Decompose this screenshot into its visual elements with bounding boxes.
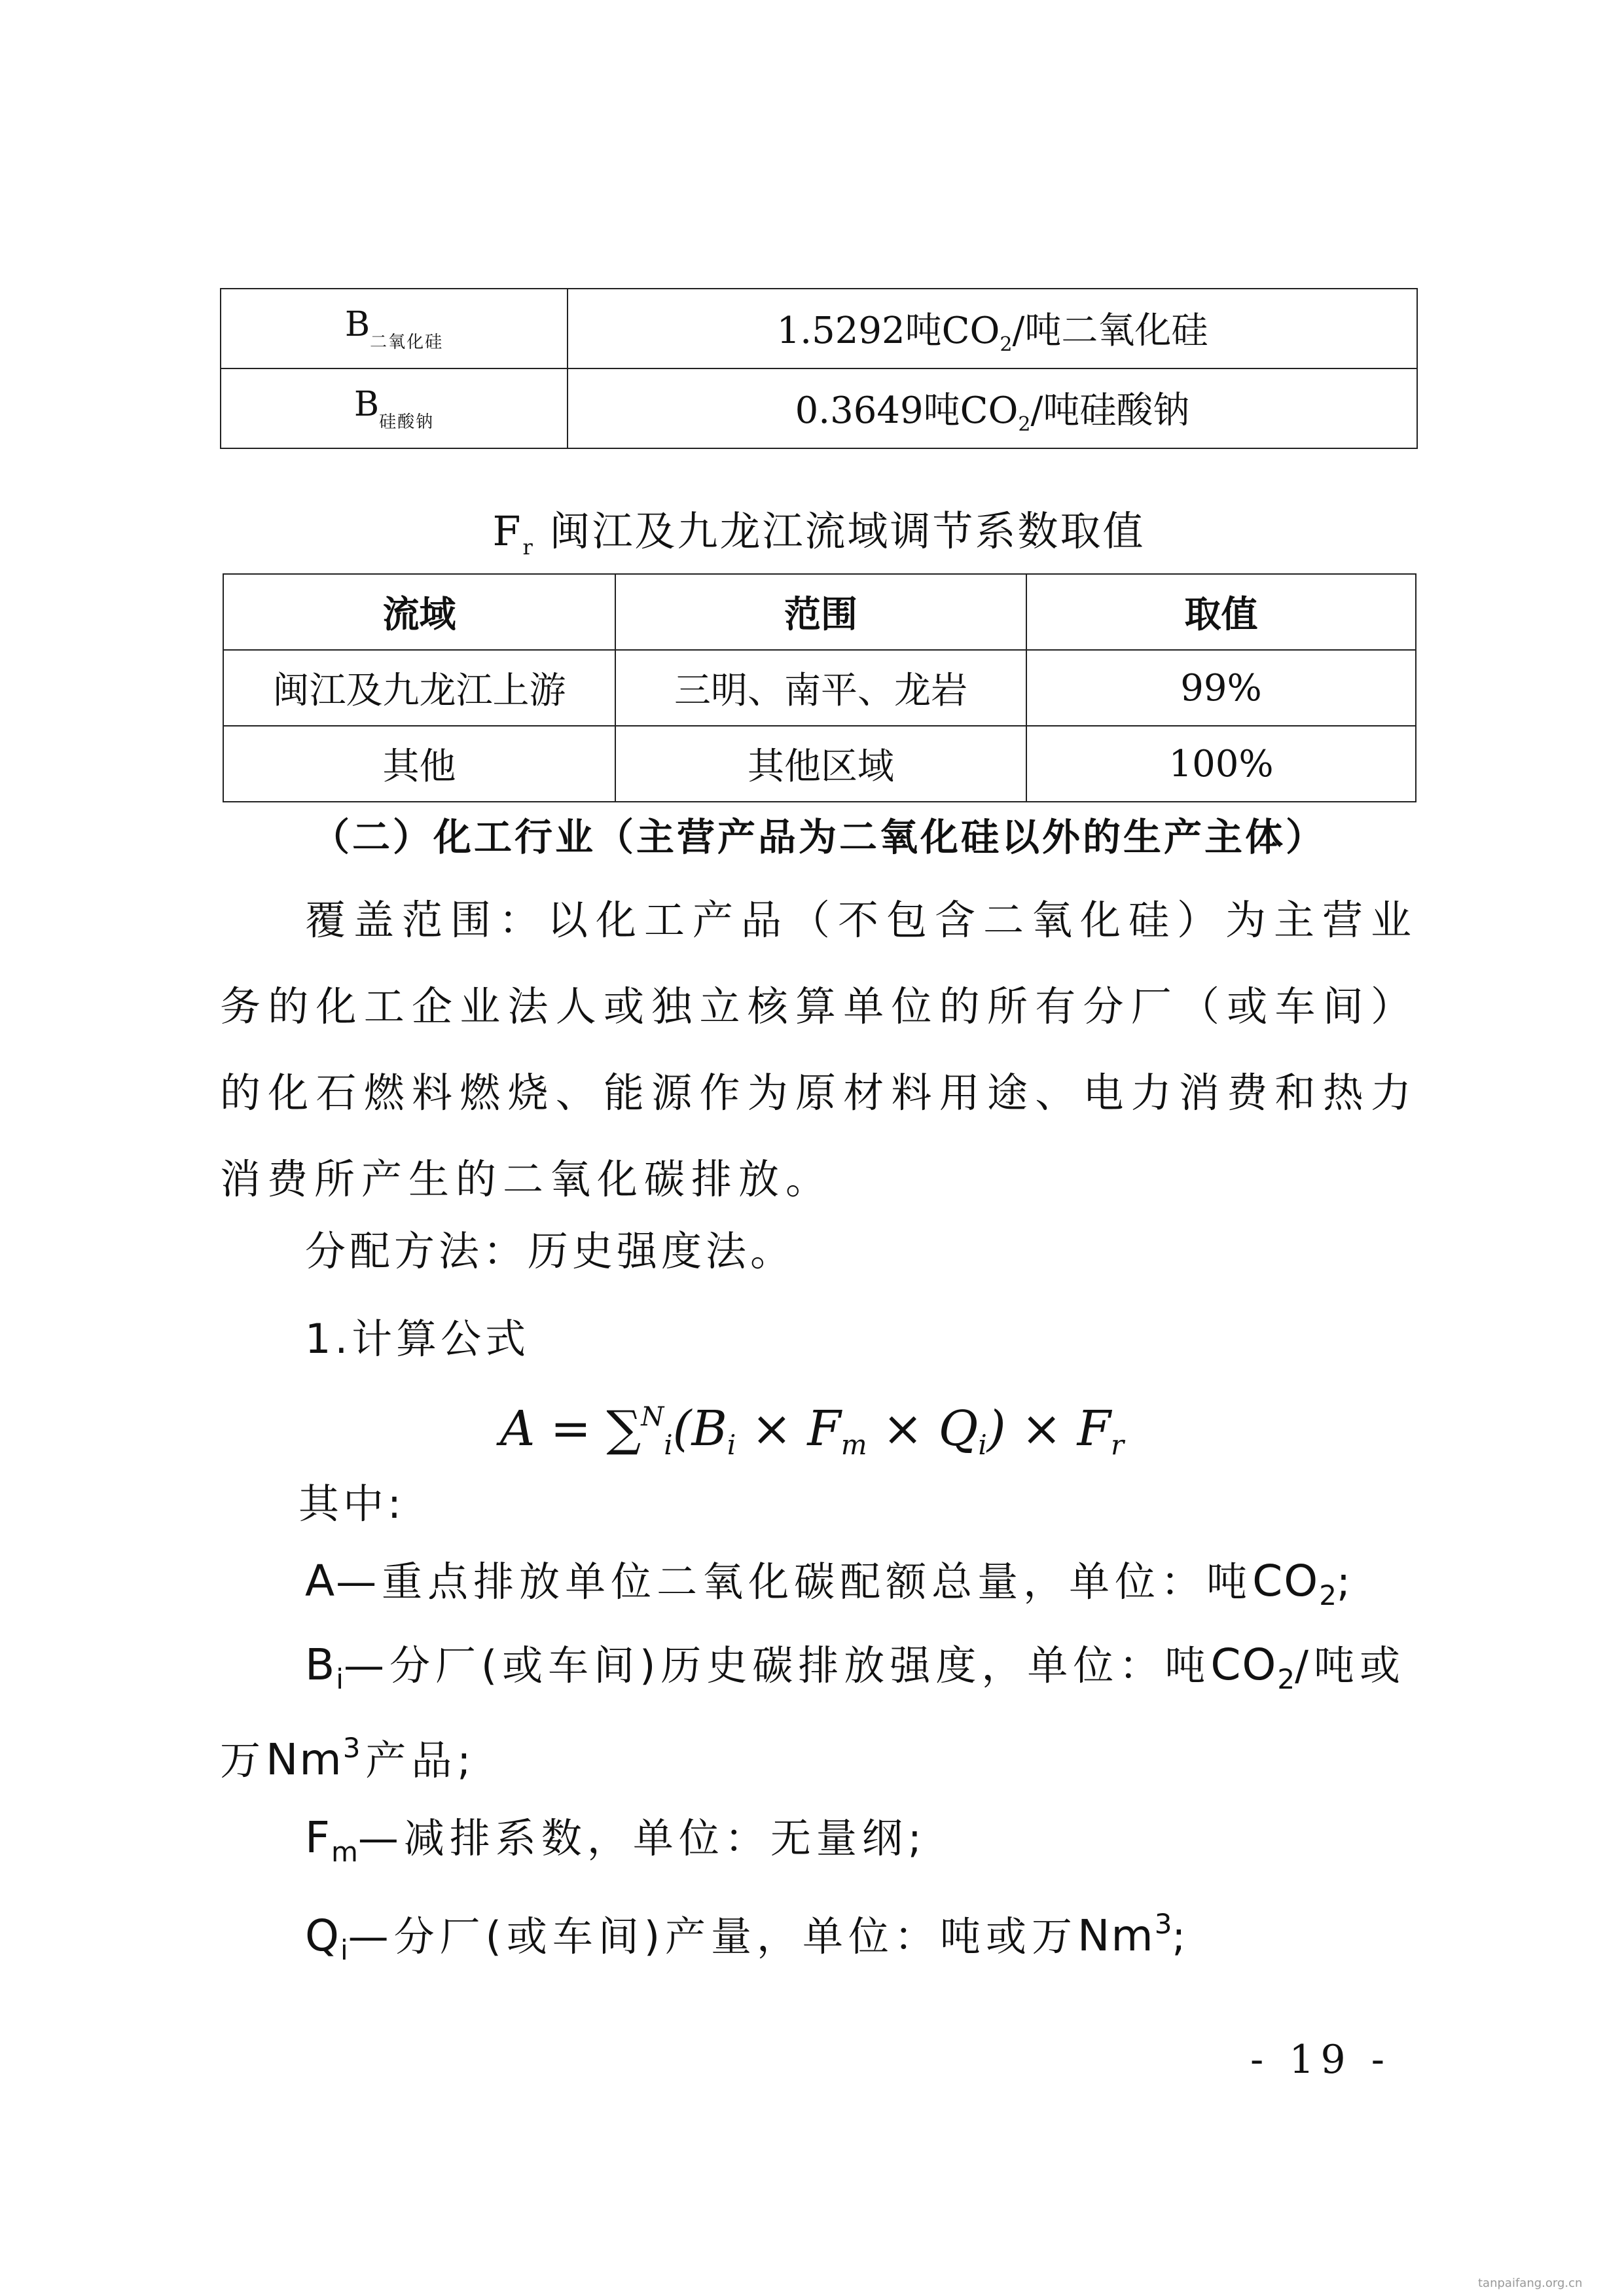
definition-q	[305, 1882, 1418, 1992]
definition-b-continued	[220, 1728, 476, 1786]
table-caption	[220, 499, 1418, 560]
superscript: 3	[1154, 1908, 1172, 1940]
formula-sub: i	[978, 1429, 987, 1461]
unit: Nm	[1077, 1910, 1155, 1961]
formula	[0, 1401, 1624, 1461]
subscript: 2	[1018, 412, 1031, 436]
formula-part: ) × F	[986, 1401, 1111, 1457]
page-number: - 19 -	[1250, 2037, 1392, 2083]
formula-sub: i	[727, 1429, 736, 1461]
value: 1.5292吨CO	[776, 309, 1000, 352]
formula-sub: i	[664, 1429, 673, 1461]
subscript: i	[340, 1934, 348, 1966]
subscript: 2	[1277, 1663, 1295, 1695]
table-header-row	[223, 574, 1416, 650]
subscript: 2	[1319, 1579, 1337, 1611]
value: 0.3649吨CO	[795, 389, 1019, 432]
table-cell: 其他	[223, 726, 615, 802]
definition-text: —分厂(或车间)产量，单位：吨或万	[348, 1912, 1078, 1960]
unit: CO	[1210, 1640, 1278, 1690]
value: /吨二氧化硅	[1012, 309, 1208, 352]
symbol: F	[492, 507, 523, 555]
definition-text: 产品;	[365, 1736, 477, 1784]
subscript: 2	[1000, 332, 1013, 356]
subscript: r	[522, 535, 535, 560]
superscript: 3	[342, 1732, 366, 1764]
punct: ;	[1336, 1558, 1356, 1605]
allocation-method: 分配方法：历史强度法。	[305, 1227, 795, 1275]
symbol: B	[344, 304, 370, 344]
watermark: tanpaifang.org.cn	[1478, 2276, 1583, 2290]
indent	[220, 896, 305, 944]
caption-text: 闽江及九龙江流域调节系数取值	[549, 507, 1146, 555]
table-row	[221, 289, 1417, 368]
column-header: 范围	[615, 574, 1026, 650]
definition-text: 万	[220, 1736, 266, 1784]
table-cell: 100%	[1026, 726, 1416, 802]
where-label: 其中:	[298, 1480, 405, 1528]
subscript: i	[336, 1663, 344, 1695]
definition-f	[305, 1796, 1418, 1894]
coverage-paragraph	[220, 877, 1418, 1223]
symbol: F	[305, 1812, 331, 1863]
table-cell: 闽江及九龙江上游	[223, 650, 615, 726]
basin-coefficient-table	[223, 573, 1416, 802]
table-cell: 三明、南平、龙岩	[615, 650, 1026, 726]
definition-text: /吨或	[1295, 1641, 1406, 1689]
definition-text: —重点排放单位二氧化碳配额总量，单位：吨	[336, 1558, 1253, 1605]
formula-sub: r	[1111, 1429, 1125, 1461]
paragraph-text: 覆盖范围：以化工产品（不包含二氧化硅）为主营业务的化工企业法人或独立核算单位的所有分厂（或车间）的化石燃料燃烧、能源作为原材料用途、电力消费和热力消费所产生的二氧化碳排放。	[220, 896, 1418, 1203]
formula-part: (B	[672, 1401, 727, 1457]
coefficient-table	[220, 288, 1418, 449]
symbol: A	[305, 1556, 336, 1606]
definition-text: —分厂(或车间)历史碳排放强度，单位：吨	[343, 1641, 1211, 1689]
table-cell	[221, 289, 568, 368]
table-cell	[568, 368, 1417, 448]
formula-part: × F	[736, 1401, 841, 1457]
symbol: B	[353, 384, 380, 424]
section-heading: （二）化工行业（主营产品为二氧化硅以外的生产主体）	[311, 815, 1326, 859]
formula-sub: m	[840, 1429, 867, 1461]
value: /吨硅酸钠	[1030, 389, 1190, 432]
column-header: 流域	[223, 574, 615, 650]
symbol: B	[305, 1640, 336, 1690]
formula-title: 1.计算公式	[305, 1315, 530, 1363]
column-header: 取值	[1026, 574, 1416, 650]
punct: ;	[1172, 1912, 1191, 1960]
unit: CO	[1252, 1556, 1320, 1606]
symbol: Q	[305, 1910, 340, 1961]
formula-part: A = ∑	[499, 1401, 641, 1457]
unit: Nm	[266, 1734, 343, 1785]
subscript: 二氧化硅	[370, 332, 444, 352]
definition-b	[305, 1623, 1418, 1721]
table-cell: 其他区域	[615, 726, 1026, 802]
subscript: 硅酸钠	[379, 412, 435, 432]
formula-sup: N	[641, 1402, 664, 1432]
table-cell	[221, 368, 568, 448]
table-row	[223, 726, 1416, 802]
table-row	[223, 650, 1416, 726]
table-row	[221, 368, 1417, 448]
definition-text: —减排系数，单位：无量纲;	[357, 1814, 927, 1862]
subscript: m	[331, 1836, 358, 1868]
table-cell	[568, 289, 1417, 368]
table-cell: 99%	[1026, 650, 1416, 726]
formula-part: × Q	[867, 1401, 979, 1457]
